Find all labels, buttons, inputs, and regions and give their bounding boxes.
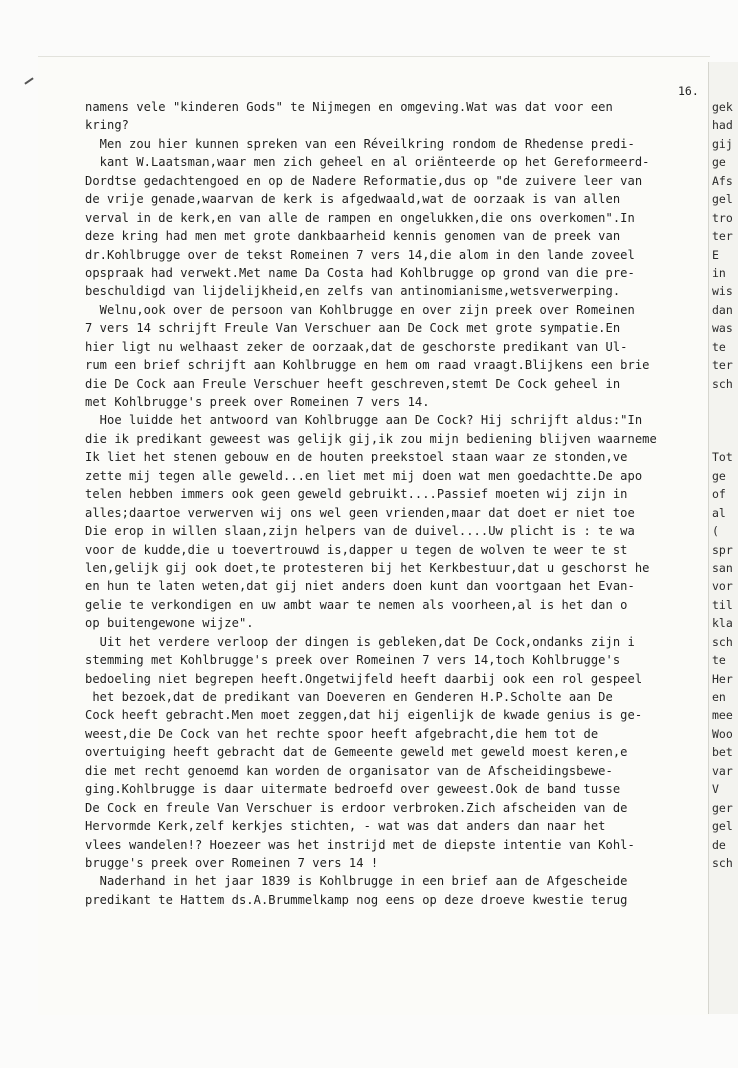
side-text-fragment: sch [712,634,733,649]
side-text-fragment: tro [712,210,733,225]
side-text-fragment: dan [712,302,733,317]
text-line: Dordtse gedachtengoed en op de Nadere Reformatie,dus op "de zuivere leer van [85,173,643,188]
side-text-fragment: te [712,339,726,354]
side-text-fragment: in [712,265,726,280]
text-line: vlees wandelen!? Hoezeer was het instrijd met de diepste intentie van Kohl- [85,837,635,852]
side-text-fragment: sch [712,855,733,870]
side-text-fragment: gel [712,819,733,834]
side-text-fragment: was [712,321,733,336]
side-text-fragment: ge [712,468,726,483]
side-text-fragment: mee [712,708,733,723]
side-text-fragment: til [712,597,733,612]
text-line: ging.Kohlbrugge is daar uitermate bedroefd over geweest.Ook de band tusse [85,782,621,797]
text-line: verval in de kerk,en van alle de rampen en ongelukken,die ons overkomen".In [85,210,635,225]
side-text-fragment: te [712,653,726,668]
text-line: beschuldigd van lijdelijkheid,en zelfs van antinomianisme,wetsverwerping. [85,284,621,299]
text-line: overtuiging heeft gebracht dat de Gemeente geweld met geweld moest keren,e [85,745,628,760]
side-text-fragment: var [712,763,733,778]
text-line: Hervormde Kerk,zelf kerkjes stichten, - wat was dat anders dan naar het [85,819,606,834]
side-text-fragment: gel [712,192,733,207]
side-text-fragment: Woo [712,726,733,741]
side-text-fragment: vor [712,579,733,594]
side-text-fragment [712,411,738,429]
side-text-fragment: Tot [712,450,733,465]
text-line: telen hebben immers ook geen geweld gebruikt....Passief moeten wij zijn in [85,487,628,502]
text-line: brugge's preek over Romeinen 7 vers 14 ! [85,855,379,870]
text-line: met Kohlbrugge's preek over Romeinen 7 vers 14. [85,395,430,409]
text-line: kring? [85,118,129,133]
text-line: Ik liet het stenen gebouw en de houten preekstoel staan waar ze stonden,ve [85,450,628,465]
side-text-fragment: Her [712,671,733,686]
text-line: opspraak had verwekt.Met name Da Costa had Kohlbrugge op grond van die pre- [85,265,635,280]
side-text-fragment: E [712,247,719,262]
side-text-fragment: Afs [712,173,733,188]
adjacent-page-text-fragments [712,98,738,978]
text-line: stemming met Kohlbrugge's preek over Romeinen 7 vers 14,toch Kohlbrugge's [85,653,621,668]
text-line: op buitengewone wijze". [85,616,254,631]
side-text-fragment: ter [712,358,733,373]
text-line: rum een brief schrijft aan Kohlbrugge en hem om raad vraagt.Blijkens een brie [85,358,650,373]
side-text-fragment: en [712,690,726,704]
side-text-fragment: gek [712,100,733,114]
side-text-fragment: of [712,487,726,502]
text-line: De Cock en freule Van Verschuer is erdoor verbroken.Zich afscheiden van de [85,800,628,815]
side-text-fragment: sch [712,376,733,391]
text-line: de vrije genade,waarvan de kerk is afgedwaald,wat de oorzaak is van allen [85,192,621,207]
side-text-fragment: bet [712,745,733,760]
text-line: Welnu,ook over de persoon van Kohlbrugge en over zijn preek over Romeinen [85,302,635,317]
text-line: alles;daartoe verwerven wij ons wel geen vrienden,maar dat doet er niet toe [85,505,635,520]
text-line: Hoe luidde het antwoord van Kohlbrugge aan De Cock? Hij schrijft aldus:"In [85,413,643,428]
text-line: die De Cock aan Freule Verschuer heeft geschreven,stemt De Cock geheel in [85,376,621,391]
side-text-fragment: wis [712,284,733,299]
text-line: Naderhand in het jaar 1839 is Kohlbrugge in een brief aan de Afgescheide [85,874,628,889]
text-line: hier ligt nu welhaast zeker de oorzaak,dat de geschorste predikant van Ul- [85,339,628,354]
text-line: len,gelijk gij ook doet,te protesteren bij het Kerkbestuur,dat u geschorst he [85,560,650,575]
text-line: en hun te laten weten,dat gij niet anders doen kunt dan voortgaan het Evan- [85,579,635,594]
side-text-fragment: spr [712,542,733,557]
text-line: deze kring had men met grote dankbaarheid kennis genomen van de preek van [85,229,621,244]
text-line: die ik predikant geweest was gelijk gij,ik zou mijn bediening blijven waarneme [85,431,657,446]
text-line: kant W.Laatsman,waar men zich geheel en al oriënteerde op het Gereformeerd- [85,155,650,170]
text-line: namens vele "kinderen Gods" te Nijmegen en omgeving.Wat was dat voor een [85,100,613,114]
text-line: dr.Kohlbrugge over de tekst Romeinen 7 vers 14,die alom in den lande zoveel [85,247,635,262]
side-text-fragment: had [712,118,733,133]
side-text-fragment: ter [712,229,733,244]
margin-pen-mark [24,77,33,84]
side-text-fragment [712,393,738,411]
side-text-fragment: kla [712,616,733,631]
text-line: predikant te Hattem ds.A.Brummelkamp nog eens op deze droeve kwestie terug [85,892,628,907]
text-line: Uit het verdere verloop der dingen is gebleken,dat De Cock,ondanks zijn i [85,634,635,649]
text-line: gelie te verkondigen en uw ambt waar te nemen als voorheen,al is het dan o [85,597,628,612]
side-text-fragment [712,430,738,448]
text-line: Cock heeft gebracht.Men moet zeggen,dat hij eigenlijk de kwade genius is ge- [85,708,643,723]
text-line: Men zou hier kunnen spreken van een Réveilkring rondom de Rhedense predi- [85,136,635,151]
text-line: Die erop in willen slaan,zijn helpers van de duivel....Uw plicht is : te wa [85,524,635,539]
text-line: die met recht genoemd kan worden de organisator van de Afscheidingsbewe- [85,763,613,778]
text-line: voor de kudde,die u toevertrouwd is,dapper u tegen de wolven te weer te st [85,542,628,557]
text-line: 7 vers 14 schrijft Freule Van Verschuer aan De Cock met grote sympatie.En [85,321,621,336]
side-text-fragment: gij [712,136,733,151]
text-line: het bezoek,dat de predikant van Doeveren en Genderen H.P.Scholte aan De [85,690,613,704]
side-text-fragment: al [712,505,726,520]
text-line: bedoeling niet begrepen heeft.Ongetwijfeld heeft daarbij ook een rol gespeel [85,671,643,686]
side-text-fragment: de [712,837,726,852]
text-line: zette mij tegen alle geweld...en liet met mij doen wat men goedachtte.De apo [85,468,643,483]
main-text-body [85,98,707,978]
text-line: weest,die De Cock van het rechte spoor heeft afgebracht,die hem tot de [85,726,599,741]
side-text-fragment: V [712,782,719,797]
side-text-fragment: ge [712,155,726,170]
side-text-fragment: ( [712,524,719,539]
page-number: 16. [678,84,699,98]
side-text-fragment: san [712,560,733,575]
side-text-fragment: ger [712,800,733,815]
